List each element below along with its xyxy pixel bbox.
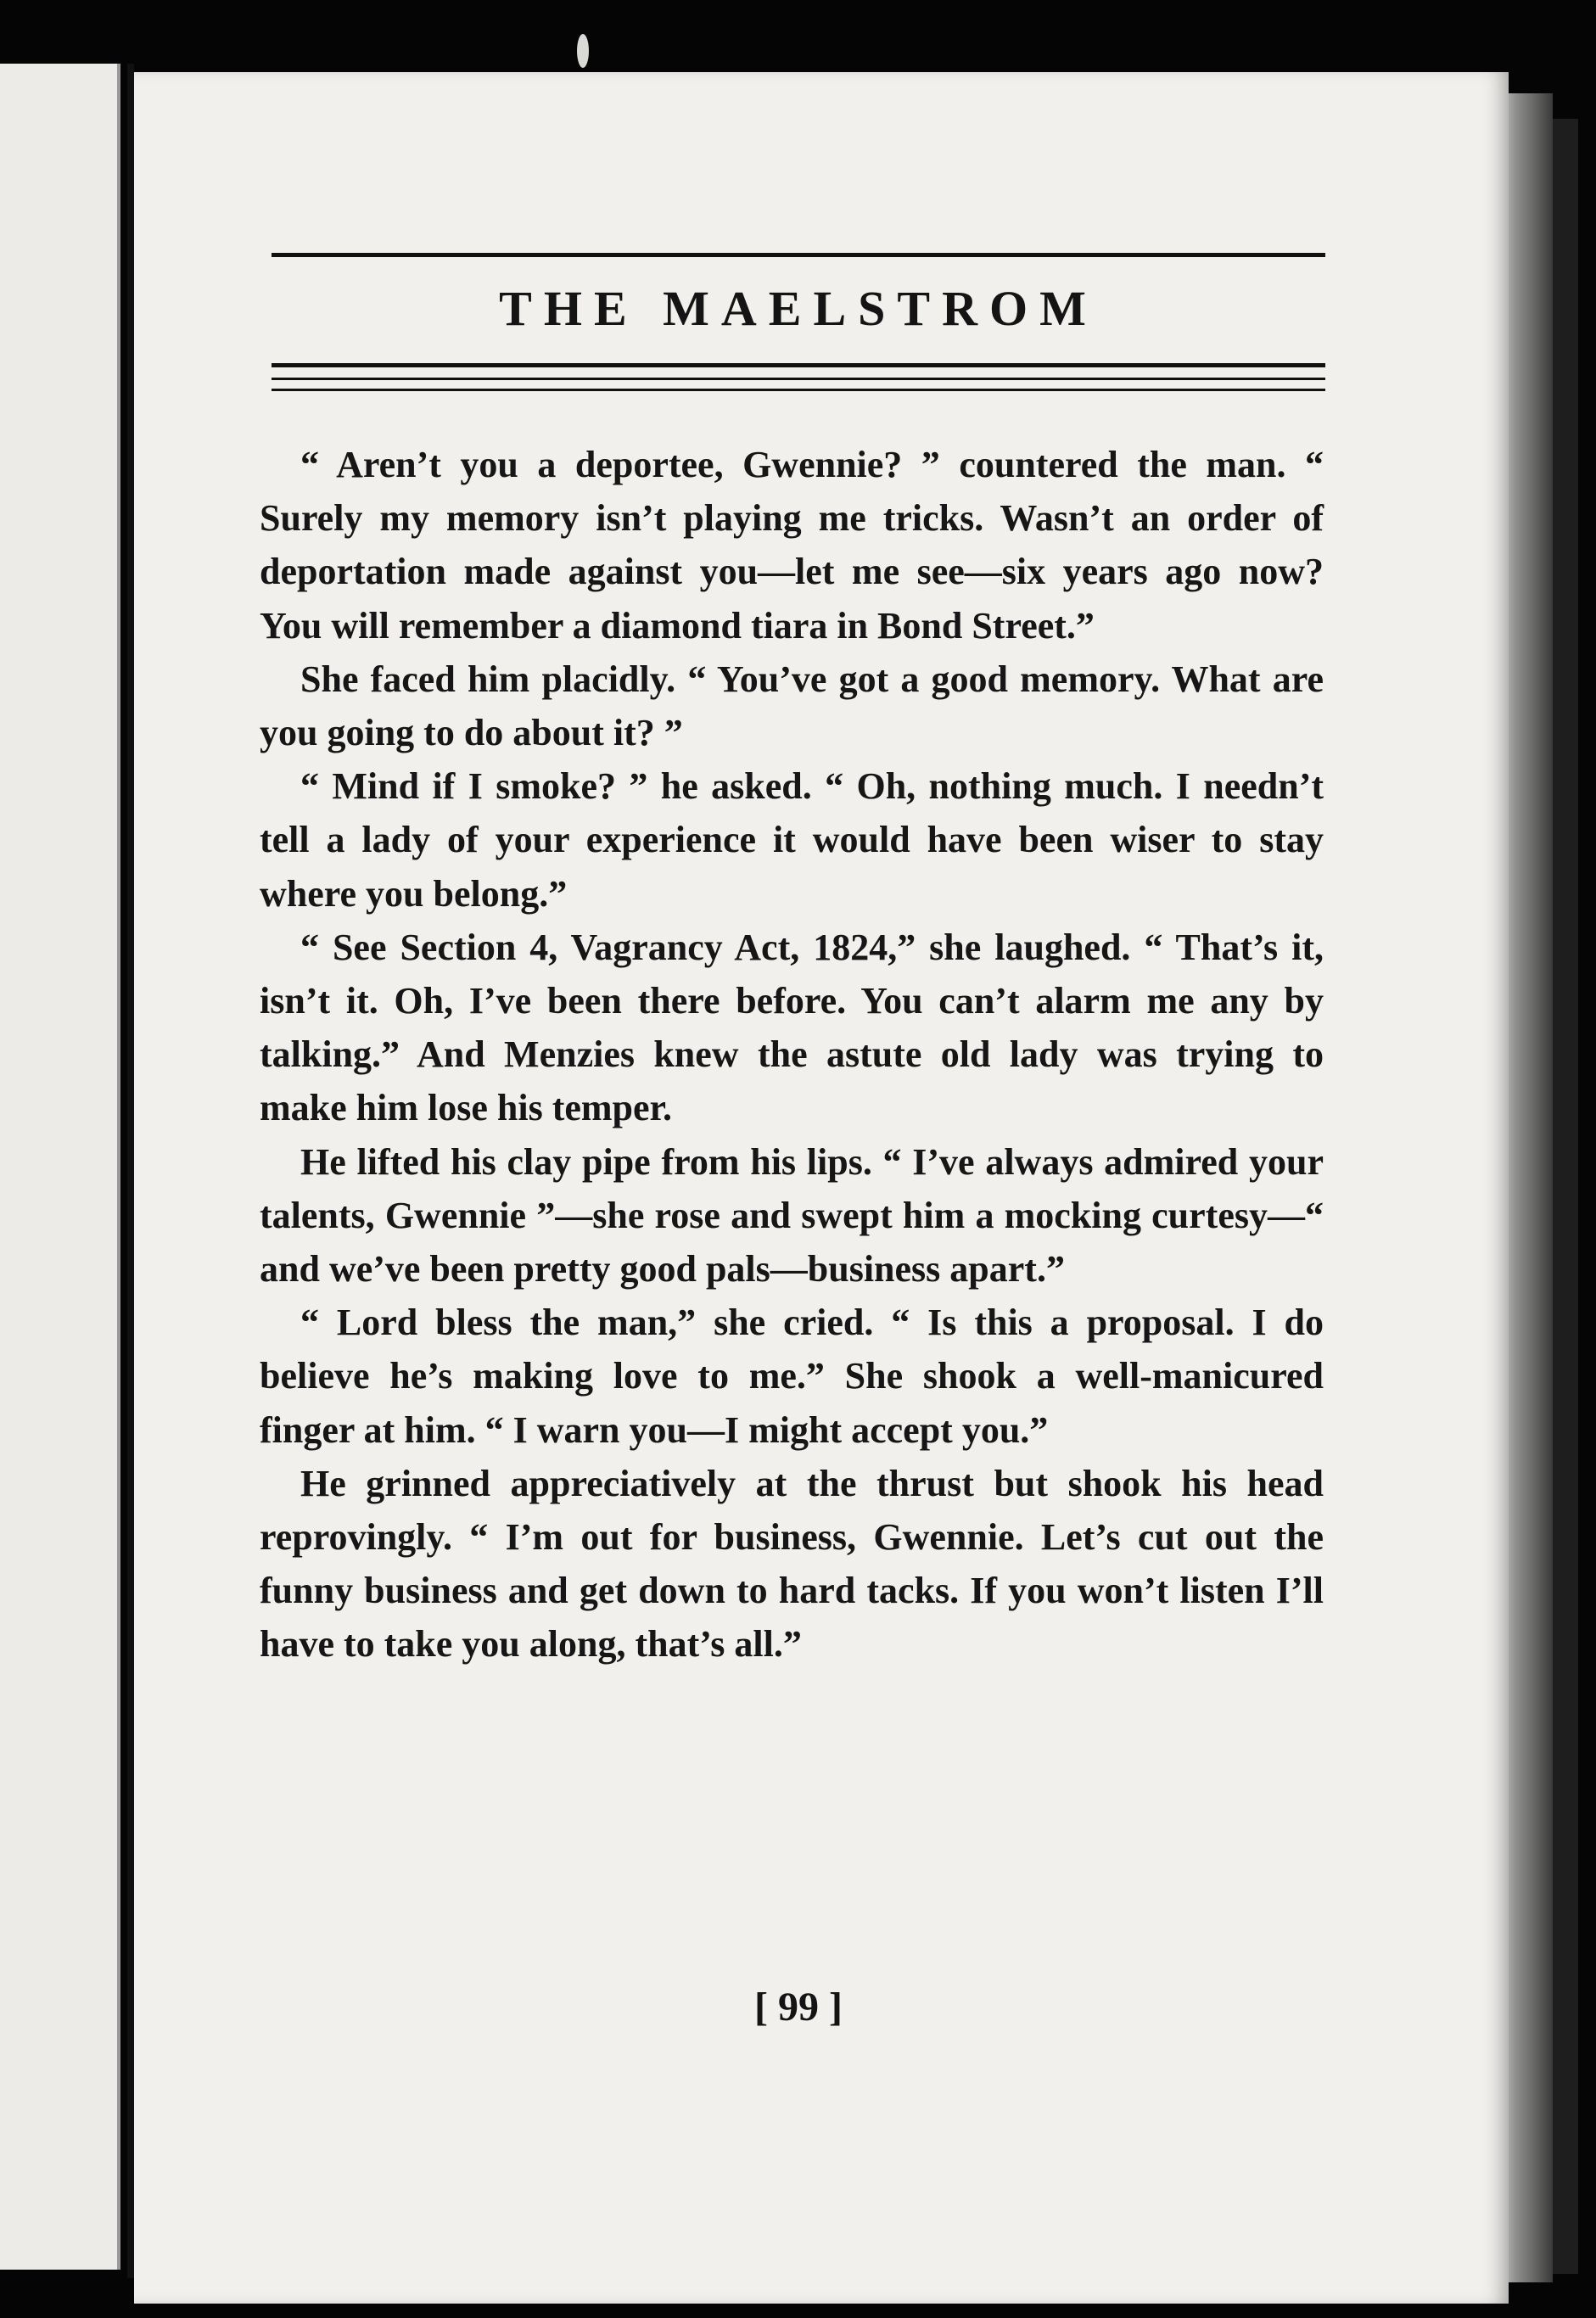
paragraph: He lifted his clay pipe from his lips. “ I’ve always admired your talents, Gwennie ”—she rose and swept him a mocking curtesy—“ and we’ve been pretty good pals—business apart.” xyxy=(260,1140,1324,1291)
paragraph: “ Aren’t you a deportee, Gwennie? ” countered the man. “ Surely my memory isn’t playing me tricks. Wasn’t an order of deportation made against you—let me see—six years ago now? You will remember a diamond tiara in Bond Street.” xyxy=(260,444,1324,647)
running-head: THE MAELSTROM xyxy=(499,281,1098,336)
book-gutter xyxy=(127,64,134,2278)
page-number: [ 99 ] xyxy=(754,1985,843,2030)
page-edge-shadow xyxy=(1553,119,1578,2274)
paragraph: He grinned appreciatively at the thrust but shook his head reprovingly. “ I’m out for business, Gwennie. Let’s cut out the funny business and get down to hard tacks. If you won’t listen I’ll have to take you along, that’s all.” xyxy=(260,1462,1324,1666)
paragraph: She faced him placidly. “ You’ve got a good memory. What are you going to do about it? ” xyxy=(260,658,1324,754)
header-rule-bottom xyxy=(272,389,1325,391)
paragraph: “ Mind if I smoke? ” he asked. “ Oh, nothing much. I needn’t tell a lady of your experience it would have been wiser to stay where you belong.” xyxy=(260,765,1324,915)
paragraph: “ Lord bless the man,” she cried. “ Is this a proposal. I do believe he’s making love to me.” She shook a well-manicured finger at him. “ I warn you—I might accept you.” xyxy=(260,1302,1324,1451)
header-rule-top xyxy=(272,253,1325,257)
facing-page xyxy=(0,64,120,2270)
header-rule-bottom xyxy=(272,378,1325,380)
page-edge xyxy=(1502,93,1553,2282)
paragraph: “ See Section 4, Vagrancy Act, 1824,” she laughed. “ That’s it, isn’t it. Oh, I’ve been there before. You can’t alarm me any by talking.” And Menzies knew the astute old lady was trying to make him lose his temper. xyxy=(260,926,1324,1129)
body-text xyxy=(260,438,1324,1671)
header-rule-bottom xyxy=(272,363,1325,367)
scan-blemish xyxy=(577,34,589,68)
